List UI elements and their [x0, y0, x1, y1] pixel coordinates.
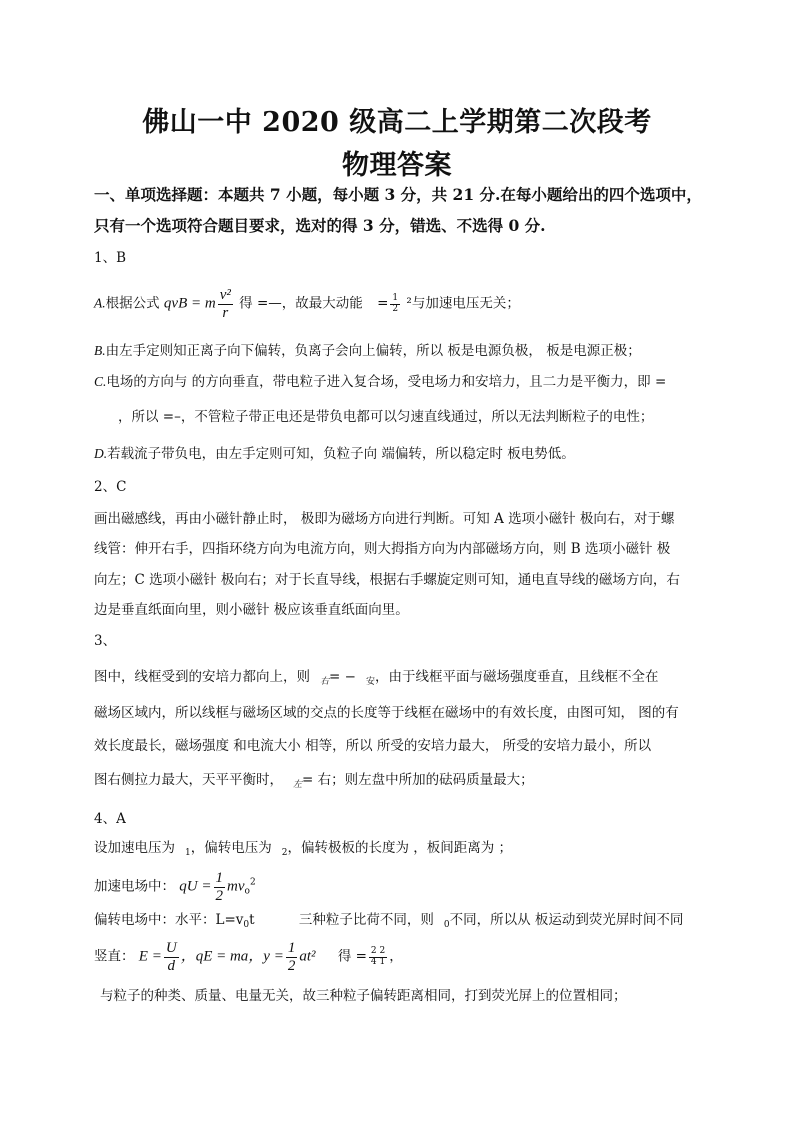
q1-c-text1: 电场的方向与 的方向垂直，带电粒子进入复合场，受电场力和安培力，且二力是平衡力，即 = [106, 374, 667, 390]
q4-line3-sub2: 0 [443, 920, 450, 930]
section-heading-line2: 只有一个选项符合题目要求，选对的得 3 分，错选、不选得 0 分. [94, 216, 546, 235]
q4-label: 4、A [94, 811, 126, 827]
q2-line1: 画出磁感线，再由小磁针静止时， 极即为磁场方向进行判断。可知 A 选项小磁针 极向右，对于螺 [94, 511, 675, 527]
q4-line4-qe: ，qE = ma，y = [180, 948, 284, 965]
q4-line2 [94, 870, 704, 904]
q1-a-text3: ²与加速电压无关； [406, 295, 520, 312]
q3-line1-b: ，由于线框平面与磁场强度垂直，且线框不全在 [374, 669, 659, 685]
q4-line4-frac-den: d [167, 957, 176, 974]
page-subtitle: 物理答案 [342, 150, 452, 181]
q1-b-text: 由左手定则知正离子向下偏转，负离子会向上偏转，所以 板是电源负极， 板是电源正极； [105, 343, 641, 359]
q4-line4-half-num: 1 [287, 940, 296, 956]
q2-line3: 向左；C 选项小磁针 极向右；对于长直导线，根据右手螺旋定则可知，通电直导线的磁场方向，右 [94, 572, 680, 588]
q4-line1-sub1: 1 [185, 848, 191, 858]
q3-line1-sub2: 安 [365, 677, 375, 687]
q1-a-text2: 得 =—，故最大动能 [239, 295, 363, 312]
q3-line4-a: 图右侧拉力最大，天平平衡时， [94, 772, 283, 788]
q4-line4-label: 竖直： [94, 948, 135, 965]
q4-line2-label: 加速电场中： [94, 878, 175, 895]
q4-line4-half-den: 2 [287, 957, 296, 974]
q1-a-half [390, 294, 400, 315]
q3-line3: 效长度最长，磁场强度 和电流大小 相等，所以 所受的安培力最大， 所受的安培力最小，所以 [94, 738, 652, 754]
q1-label: 1、B [94, 250, 127, 266]
q4-line3-sub: 0 [243, 920, 250, 930]
q1-a-half-num: 1 [392, 292, 399, 303]
q4-line3 [94, 912, 704, 931]
q1-option-b [94, 343, 704, 359]
q4-line4-get: 得 = [337, 948, 367, 965]
q1-d-text: 若载流子带负电，由左手定则可知，负粒子向 端偏转，所以稳定时 板电势低。 [107, 446, 575, 462]
q1-option-c-line1 [94, 374, 704, 390]
q4-line4 [94, 940, 704, 974]
q4-line4-small-num: 2 2 [370, 945, 386, 956]
q4-line5: 与粒子的种类、质量、电量无关，故三种粒子偏转距离相同，打到荧光屏上的位置相同； [100, 988, 627, 1004]
q3-line4 [94, 772, 704, 790]
q3-line4-b: = 右；则左盘中所加的砝码质量最大； [302, 772, 534, 788]
q4-line1 [94, 840, 704, 859]
q4-line3-b: t [249, 912, 255, 928]
q1-a-fraction [218, 287, 233, 321]
q1-b-prefix: B. [94, 343, 106, 358]
q4-line4-half [286, 940, 298, 974]
q4-line4-frac-num: U [165, 940, 177, 956]
q3-line4-sub: 左 [293, 779, 303, 789]
q1-option-d [94, 446, 704, 462]
q4-line3-c: 三种粒子比荷不同，则 [298, 912, 434, 928]
q1-option-a [94, 287, 704, 321]
q1-a-frac-num: v² [219, 287, 231, 303]
q3-label: 3、 [94, 633, 117, 649]
q1-a-prefix: A. [94, 295, 106, 311]
q4-line2-formula-right: mv [227, 878, 245, 895]
q3-line1 [94, 669, 704, 688]
q4-line4-small-den: 4 1 [370, 956, 386, 967]
q4-line2-formula-left: qU = [179, 878, 212, 895]
q4-line3-a: 偏转电场中：水平：L=v [94, 912, 244, 928]
q1-option-c-line2: ，所以 =–，不管粒子带正电还是带负电都可以匀速直线通过，所以无法判断粒子的电性； [118, 409, 654, 425]
q3-line1-a: 图中，线框受到的安培力都向上，则 [94, 669, 310, 685]
q4-line2-sup: 2 [249, 877, 256, 888]
q4-line1-sub2: 2 [281, 848, 288, 858]
q4-line2-half [214, 870, 226, 904]
q4-line2-half-num: 1 [215, 870, 224, 886]
q3-line1-sub1: 右 [320, 676, 330, 686]
q4-line2-sub: o [244, 886, 250, 897]
q1-d-prefix: D. [94, 446, 108, 461]
q4-line4-end: ， [389, 948, 403, 965]
q4-line1-c: ，偏转极板的长度为 ，板间距离为 ； [287, 840, 513, 856]
q1-c-prefix: C. [94, 374, 107, 389]
q4-line2-half-den: 2 [215, 887, 224, 904]
q4-line3-d: 不同，所以从 板运动到荧光屏时间不同 [449, 912, 684, 928]
q2-line4: 边是垂直纸面向里，则小磁针 极应该垂直纸面向里。 [94, 602, 409, 618]
q1-a-eq: = [377, 295, 389, 312]
q1-a-half-den: 2 [392, 303, 399, 314]
q4-line4-fraction [164, 940, 179, 974]
q2-line2: 线管：伸开右手，四指环绕方向为电流方向，则大拇指方向为内部磁场方向，则 B 选项小磁针 极 [94, 541, 671, 557]
q4-line1-b: ，偏转电压为 [190, 840, 272, 856]
q4-line4-small-fraction [369, 947, 387, 968]
q4-line1-a: 设加速电压为 [94, 840, 175, 856]
q1-a-formula-left: qvB = m [163, 295, 216, 312]
section-heading-line1: 一、单项选择题：本题共 7 小题，每小题 3 分，共 21 分.在每小题给出的四个选项中， [94, 185, 702, 204]
q1-a-frac-den: r [222, 304, 229, 321]
q4-line4-e: E = [138, 948, 162, 965]
q3-line1-mid: = − [329, 669, 356, 685]
page-title: 佛山一中 2020 级高二上学期第二次段考 [142, 107, 652, 138]
q4-line4-at: at² [299, 948, 316, 965]
q3-line2: 磁场区域内，所以线框与磁场区域的交点的长度等于线框在磁场中的有效长度，由图可知， 图的有 [94, 705, 679, 721]
q1-a-text1: 根据公式 [105, 295, 160, 312]
q2-label: 2、C [94, 479, 127, 495]
